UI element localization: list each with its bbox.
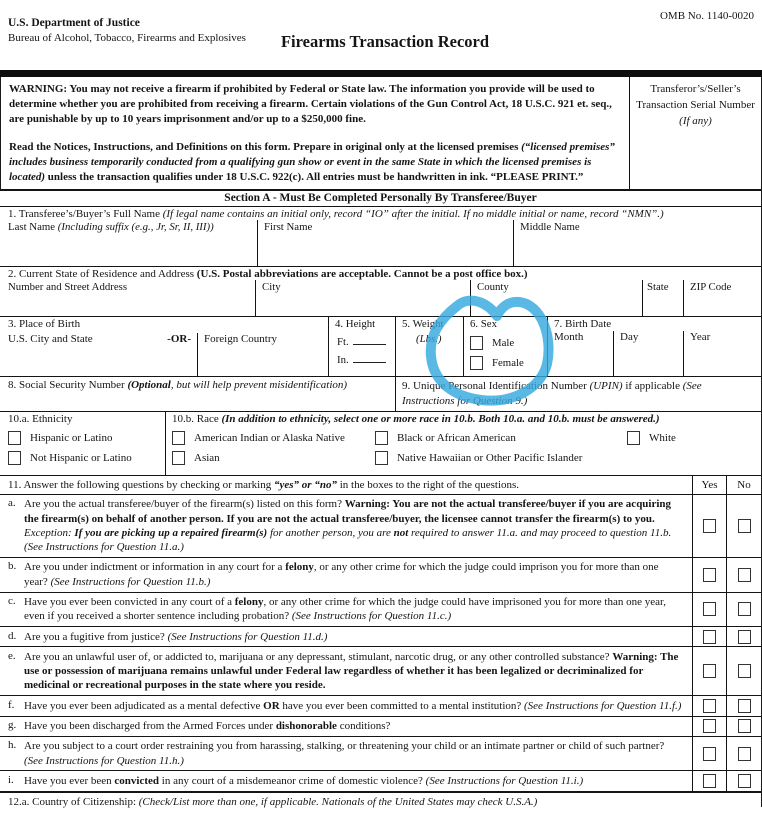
question-letter: b.	[8, 560, 17, 573]
question-text: Have you ever been convicted in any court of a felony, or any other crime for which the judge could have imprisoned you for more than one year, even if you received a shorter sentence including probation? (See Instructions for Question 11.c.)	[24, 596, 666, 623]
question-11-label: 11. Answer the following questions by checking or marking “yes” or “no” in the boxes to the right of the questions.	[8, 478, 520, 491]
not-hispanic-label: Not Hispanic or Latino	[30, 451, 132, 464]
yes-cell	[692, 737, 726, 771]
upin-field[interactable]: 9. Unique Personal Identification Number (UPIN) if applicable (See Instructions for Question 9.)	[395, 377, 761, 411]
inches-label: In.	[337, 353, 349, 366]
question-3-place-of-birth	[0, 317, 328, 376]
american-indian-label: American Indian or Alaska Native	[194, 431, 345, 444]
ssn-field[interactable]: 8. Social Security Number (Optional, but will help prevent misidentification)	[8, 378, 348, 391]
hispanic-label: Hispanic or Latino	[30, 431, 113, 444]
question-3-label: 3. Place of Birth	[8, 317, 81, 330]
no-checkbox[interactable]	[738, 519, 751, 533]
yes-checkbox[interactable]	[703, 664, 716, 678]
native-hawaiian-label: Native Hawaiian or Other Pacific Islander	[397, 451, 583, 464]
form-body	[0, 77, 762, 807]
yes-checkbox[interactable]	[703, 699, 716, 713]
question-6-sex	[463, 317, 547, 376]
question-6-label: 6. Sex	[470, 317, 497, 330]
street-address-field[interactable]: Number and Street Address	[8, 280, 128, 293]
question-11-row	[0, 716, 761, 736]
female-checkbox[interactable]	[470, 356, 483, 370]
warning-box	[0, 77, 761, 191]
question-letter: d.	[8, 629, 17, 642]
american-indian-checkbox[interactable]	[172, 431, 185, 445]
question-text: Are you an unlawful user of, or addicted to, marijuana or any depressant, stimulant, narcotic drug, or any other controlled substance? Warning: The use or possession of marijuana remains unlawful under Federal law regardless of whether it has been legalized or decriminalized for medicinal or recreational purposes in the state where you reside.	[24, 650, 679, 692]
form-header	[0, 0, 762, 70]
birth-month-field[interactable]: Month	[554, 330, 584, 343]
yes-checkbox[interactable]	[703, 519, 716, 533]
question-10b-label: 10.b. Race (In addition to ethnicity, select one or more race in 10.b. Both 10.a. and 10.b. must be answered.)	[172, 412, 660, 425]
yes-checkbox[interactable]	[703, 602, 716, 616]
hispanic-checkbox[interactable]	[8, 431, 21, 445]
height-inches-input[interactable]	[353, 352, 386, 363]
birth-day-field[interactable]: Day	[613, 331, 683, 376]
yes-checkbox[interactable]	[703, 630, 716, 644]
warning-paragraph-2: Read the Notices, Instructions, and Definitions on this form. Prepare in original only at the licensed premises (“licensed premises” includes business temporarily conducted from a qualifying gun show or event in the same State in which the licensed premises is located) unless the transaction qualifies under 18 U.S.C. 922(c). All entries must be handwritten in ink. “PLEASE PRINT.”	[9, 140, 615, 183]
question-text: Are you under indictment or information in any court for a felony, or any other crime for which the judge could imprison you for more than one year? (See Instructions for Question 11.b.)	[24, 561, 659, 588]
question-text: Are you the actual transferee/buyer of the firearm(s) listed on this form? Warning: You are not the actual transferee/buyer if you are acquiring the firearm(s) on behalf of another person. If you are not the actual transferee/buyer, the licensee cannot transfer the firearm(s) to you. Exception: If you are picking up a repaired firearm(s) for another person, you are not required to answer 11.a. and may proceed to question 11.b. (See Instructions for Question 11.a.)	[24, 498, 672, 554]
yes-checkbox[interactable]	[703, 774, 716, 788]
city-field[interactable]: City	[255, 280, 470, 316]
yes-column-header: Yes	[692, 476, 726, 494]
question-11-row	[0, 646, 761, 695]
yes-cell	[692, 717, 726, 736]
zip-code-field[interactable]: ZIP Code	[683, 280, 761, 316]
question-5-weight[interactable]	[395, 317, 463, 376]
question-text: Are you a fugitive from justice? (See Instructions for Question 11.d.)	[24, 630, 328, 643]
no-checkbox[interactable]	[738, 630, 751, 644]
male-label: Male	[492, 336, 515, 349]
no-cell	[726, 593, 761, 627]
question-1	[0, 207, 761, 267]
question-5-label: 5. Weight	[402, 317, 444, 330]
section-a-header: Section A - Must Be Completed Personally By Transferee/Buyer	[0, 191, 761, 207]
no-cell	[726, 717, 761, 736]
feet-label: Ft.	[337, 335, 349, 348]
question-letter: a.	[8, 497, 16, 510]
question-text: Are you subject to a court order restraining you from harassing, stalking, or threatening your child or an intimate partner or child of such partner? (See Instructions for Question 11.h.)	[24, 740, 665, 767]
female-label: Female	[492, 356, 524, 369]
question-letter: e.	[8, 649, 16, 662]
no-cell	[726, 737, 761, 771]
no-column-header: No	[726, 476, 761, 494]
question-11-table	[0, 476, 761, 791]
no-checkbox[interactable]	[738, 719, 751, 733]
no-checkbox[interactable]	[738, 664, 751, 678]
question-2-label: 2. Current State of Residence and Address (U.S. Postal abbreviations are acceptable. Cannot be a post office box.)	[8, 267, 528, 280]
yes-cell	[692, 647, 726, 695]
no-checkbox[interactable]	[738, 699, 751, 713]
middle-name-field[interactable]: Middle Name	[513, 220, 761, 266]
us-city-state-field[interactable]	[0, 333, 197, 376]
question-11-row	[0, 695, 761, 715]
no-cell	[726, 558, 761, 592]
question-letter: f.	[8, 698, 15, 711]
county-field[interactable]: County	[470, 280, 642, 316]
foreign-country-field[interactable]: Foreign Country	[197, 333, 328, 376]
not-hispanic-checkbox[interactable]	[8, 451, 21, 465]
us-city-state-label: U.S. City and State	[8, 332, 93, 345]
asian-checkbox[interactable]	[172, 451, 185, 465]
asian-label: Asian	[194, 451, 220, 464]
warning-paragraph-1: WARNING: You may not receive a firearm if prohibited by Federal or State law. The information you provide will be used to determine whether you are prohibited from receiving a firearm. Certain violations of the Gun Control Act, 18 U.S.C. 921 et. seq., are punishable by up to 10 years imprisonment and/or up to a $250,000 fine.	[9, 83, 612, 125]
yes-cell	[692, 627, 726, 646]
question-10b-race	[165, 412, 761, 475]
question-4-label: 4. Height	[335, 317, 376, 330]
question-11-row	[0, 494, 761, 557]
agency-bureau: Bureau of Alcohol, Tobacco, Firearms and Explosives	[8, 31, 246, 44]
no-checkbox[interactable]	[738, 774, 751, 788]
black-checkbox[interactable]	[375, 431, 388, 445]
question-letter: i.	[8, 773, 14, 786]
no-checkbox[interactable]	[738, 568, 751, 582]
lbs-label: (Lbs.)	[416, 332, 442, 345]
transaction-serial-field[interactable]: Transferor’s/Seller’s Transaction Serial Number (If any)	[629, 77, 761, 189]
yes-cell	[692, 771, 726, 790]
question-11-row	[0, 592, 761, 627]
question-10a-ethnicity	[0, 412, 165, 475]
no-cell	[726, 647, 761, 695]
form-title: Firearms Transaction Record	[280, 32, 490, 51]
agency-block	[8, 16, 246, 45]
question-7-birth-date	[547, 317, 761, 376]
native-hawaiian-checkbox[interactable]	[375, 451, 388, 465]
agency-name: U.S. Department of Justice	[8, 17, 140, 29]
yes-checkbox[interactable]	[703, 747, 716, 761]
no-cell	[726, 495, 761, 557]
state-field[interactable]: State	[642, 280, 683, 316]
questions-8-and-9	[0, 377, 761, 412]
question-12a-label: 12.a. Country of Citizenship: (Check/List more than one, if applicable. Nationals of the United States may check U.S.A.)	[0, 791, 761, 807]
question-letter: h.	[8, 739, 17, 752]
question-11-header	[0, 476, 761, 494]
question-letter: c.	[8, 595, 16, 607]
yes-cell	[692, 495, 726, 557]
black-label: Black or African American	[397, 431, 516, 444]
question-text: Have you ever been convicted in any court of a misdemeanor crime of domestic violence? (See Instructions for Question 11.i.)	[24, 774, 584, 787]
no-checkbox[interactable]	[738, 602, 751, 616]
birth-year-field[interactable]: Year	[683, 331, 761, 376]
white-checkbox[interactable]	[627, 431, 640, 445]
warning-text	[1, 77, 629, 189]
question-11-row	[0, 736, 761, 771]
omb-number: OMB No. 1140-0020	[659, 10, 754, 22]
or-label: -OR-	[167, 332, 191, 345]
yes-cell	[692, 593, 726, 627]
white-label: White	[649, 431, 676, 444]
no-cell	[726, 627, 761, 646]
no-cell	[726, 696, 761, 715]
no-checkbox[interactable]	[738, 747, 751, 761]
male-checkbox[interactable]	[470, 336, 483, 350]
yes-checkbox[interactable]	[703, 568, 716, 582]
question-1-label: 1. Transferee’s/Buyer’s Full Name (If legal name contains an initial only, record “IO” after the initial. If no middle initial or name, record “NMN”.)	[8, 207, 664, 220]
question-7-label: 7. Birth Date	[554, 317, 612, 330]
questions-3-to-7	[0, 317, 761, 377]
yes-cell	[692, 558, 726, 592]
height-feet-input[interactable]	[353, 334, 386, 345]
first-name-field[interactable]: First Name	[257, 220, 513, 266]
question-2	[0, 267, 761, 317]
divider-bar	[0, 70, 762, 77]
yes-cell	[692, 696, 726, 715]
question-text: Have you ever been adjudicated as a mental defective OR have you ever been committed to a mental institution? (See Instructions for Question 11.f.)	[24, 699, 682, 712]
question-11-row	[0, 557, 761, 592]
no-cell	[726, 771, 761, 790]
question-4-height	[328, 317, 395, 376]
question-11-row	[0, 626, 761, 646]
question-11-row	[0, 770, 761, 790]
question-10	[0, 412, 761, 476]
question-letter: g.	[8, 719, 17, 732]
last-name-field[interactable]: Last Name (Including suffix (e.g., Jr, Sr, II, III))	[8, 220, 214, 233]
question-text: Have you been discharged from the Armed Forces under dishonorable conditions?	[24, 720, 391, 733]
question-10a-label: 10.a. Ethnicity	[8, 412, 73, 425]
yes-checkbox[interactable]	[703, 719, 716, 733]
